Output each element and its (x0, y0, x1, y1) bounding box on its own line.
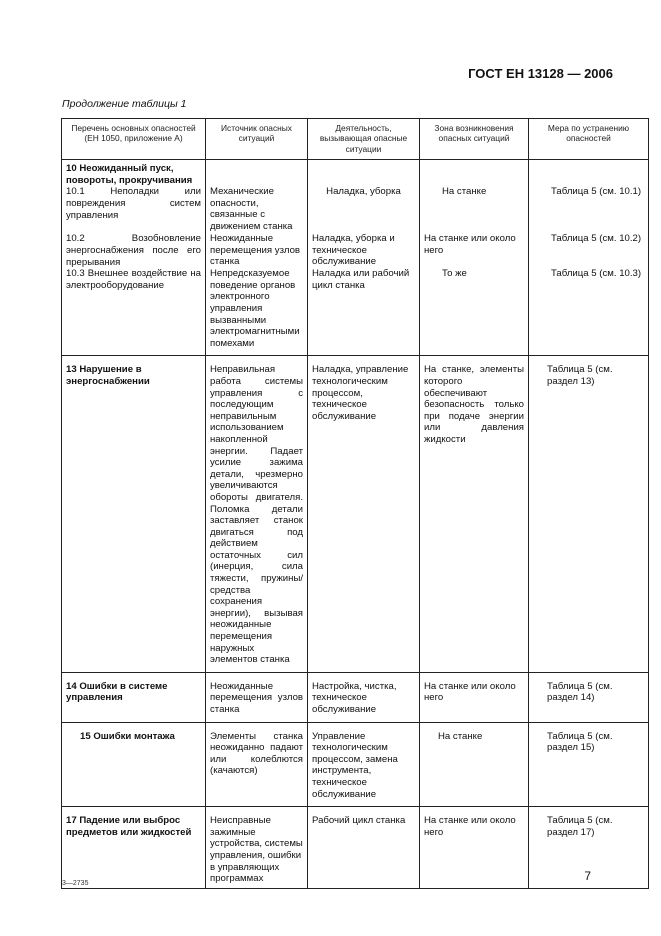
source-text: Неожиданные перемещения узлов станка (210, 233, 300, 268)
source-cell (206, 160, 308, 356)
measure-cell: Таблица 5 (см. раздел 17) (529, 807, 649, 889)
hazard-sub: 10.1 Неполадки или повреждения систем управления (66, 186, 201, 221)
column-header-measure: Мера по устранению опасностей (529, 119, 649, 160)
table-header-row (62, 119, 649, 160)
zone-text: На станке (442, 186, 487, 198)
hazard-sub: 10.3 Внешнее воздействие на электрооборудование (66, 268, 201, 291)
table-row (62, 160, 649, 356)
zone-text: То же (442, 268, 467, 280)
activity-text: Наладка, уборка и техническое обслуживание (312, 233, 395, 268)
source-cell: Неправильная работа системы управления с последующим неправильным использованием накопленной энергии. Падает усилие зажима детали, чрезмерно увеличиваются обороты двигателя. Поломка детали заставляет станок двигаться под действием остаточных сил (инерция, сила тяжести, пружины/ средства сохранения энергии), вызывая неожиданные перемещения наружных элементов станка (206, 356, 308, 672)
hazard-cell: 17 Падение или выброс предметов или жидкостей (62, 807, 206, 889)
zone-text: На станке или около него (424, 233, 516, 256)
zone-cell: На станке или около него (420, 672, 529, 722)
table-row (62, 722, 649, 807)
zone-cell (420, 160, 529, 356)
measure-cell (529, 160, 649, 356)
zone-cell: На станке или около него (420, 807, 529, 889)
column-header-hazards: Перечень основных опасностей (ЕН 1050, приложение А) (62, 119, 206, 160)
source-cell: Неисправные зажимные устройства, системы управления, ошибки в управляющих программах (206, 807, 308, 889)
hazard-cell: 14 Ошибки в системе управления (62, 672, 206, 722)
activity-cell: Рабочий цикл станка (308, 807, 420, 889)
activity-cell: Управление технологическим процессом, замена инструмента, техническое обслуживание (308, 722, 420, 807)
table-row (62, 807, 649, 889)
page-number: 7 (584, 869, 591, 883)
activity-text: Наладка или рабочий цикл станка (312, 268, 410, 291)
activity-cell (308, 160, 420, 356)
measure-text: Таблица 5 (см. 10.1) (551, 186, 642, 198)
source-cell: Неожиданные перемещения узлов станка (206, 672, 308, 722)
hazards-table (61, 118, 649, 889)
hazard-title: 10 Неожиданный пуск, повороты, прокручивания (66, 163, 193, 186)
column-header-source: Источник опасных ситуаций (206, 119, 308, 160)
hazard-cell: 13 Нарушение в энергоснабжении (62, 356, 206, 672)
zone-cell: На станке (420, 722, 529, 807)
activity-text: Наладка, уборка (326, 186, 401, 198)
zone-cell: На станке, элементы которого обеспечивают безопасность только при подаче энергии или давления жидкости (420, 356, 529, 672)
measure-text: Таблица 5 (см. 10.2) (551, 233, 642, 245)
hazard-cell (62, 160, 206, 356)
source-text: Механические опасности, связанные с движением станка (210, 186, 293, 232)
measure-cell: Таблица 5 (см. раздел 15) (529, 722, 649, 807)
activity-cell: Настройка, чистка, техническое обслуживание (308, 672, 420, 722)
hazard-sub: 10.2 Возобновление энергоснабжения после его прерывания (66, 233, 201, 268)
hazard-cell: 15 Ошибки монтажа (62, 722, 206, 807)
measure-cell: Таблица 5 (см. раздел 13) (529, 356, 649, 672)
print-code: 3—2735 (62, 880, 89, 887)
column-header-zone: Зона возникновения опасных ситуаций (420, 119, 529, 160)
activity-cell: Наладка, управление технологическим процессом, техническое обслуживание (308, 356, 420, 672)
table-row (62, 356, 649, 672)
source-cell: Элементы станка неожиданно падают или колеблются (качаются) (206, 722, 308, 807)
document-id: ГОСТ ЕН 13128 — 2006 (468, 66, 613, 81)
column-header-activity: Деятельность, вызывающая опасные ситуации (308, 119, 420, 160)
measure-cell: Таблица 5 (см. раздел 14) (529, 672, 649, 722)
measure-text: Таблица 5 (см. 10.3) (551, 268, 642, 280)
table-caption: Продолжение таблицы 1 (62, 98, 187, 110)
source-text: Непредсказуемое поведение органов электронного управления вызванными электромагнитными помехами (210, 268, 300, 349)
table-row (62, 672, 649, 722)
